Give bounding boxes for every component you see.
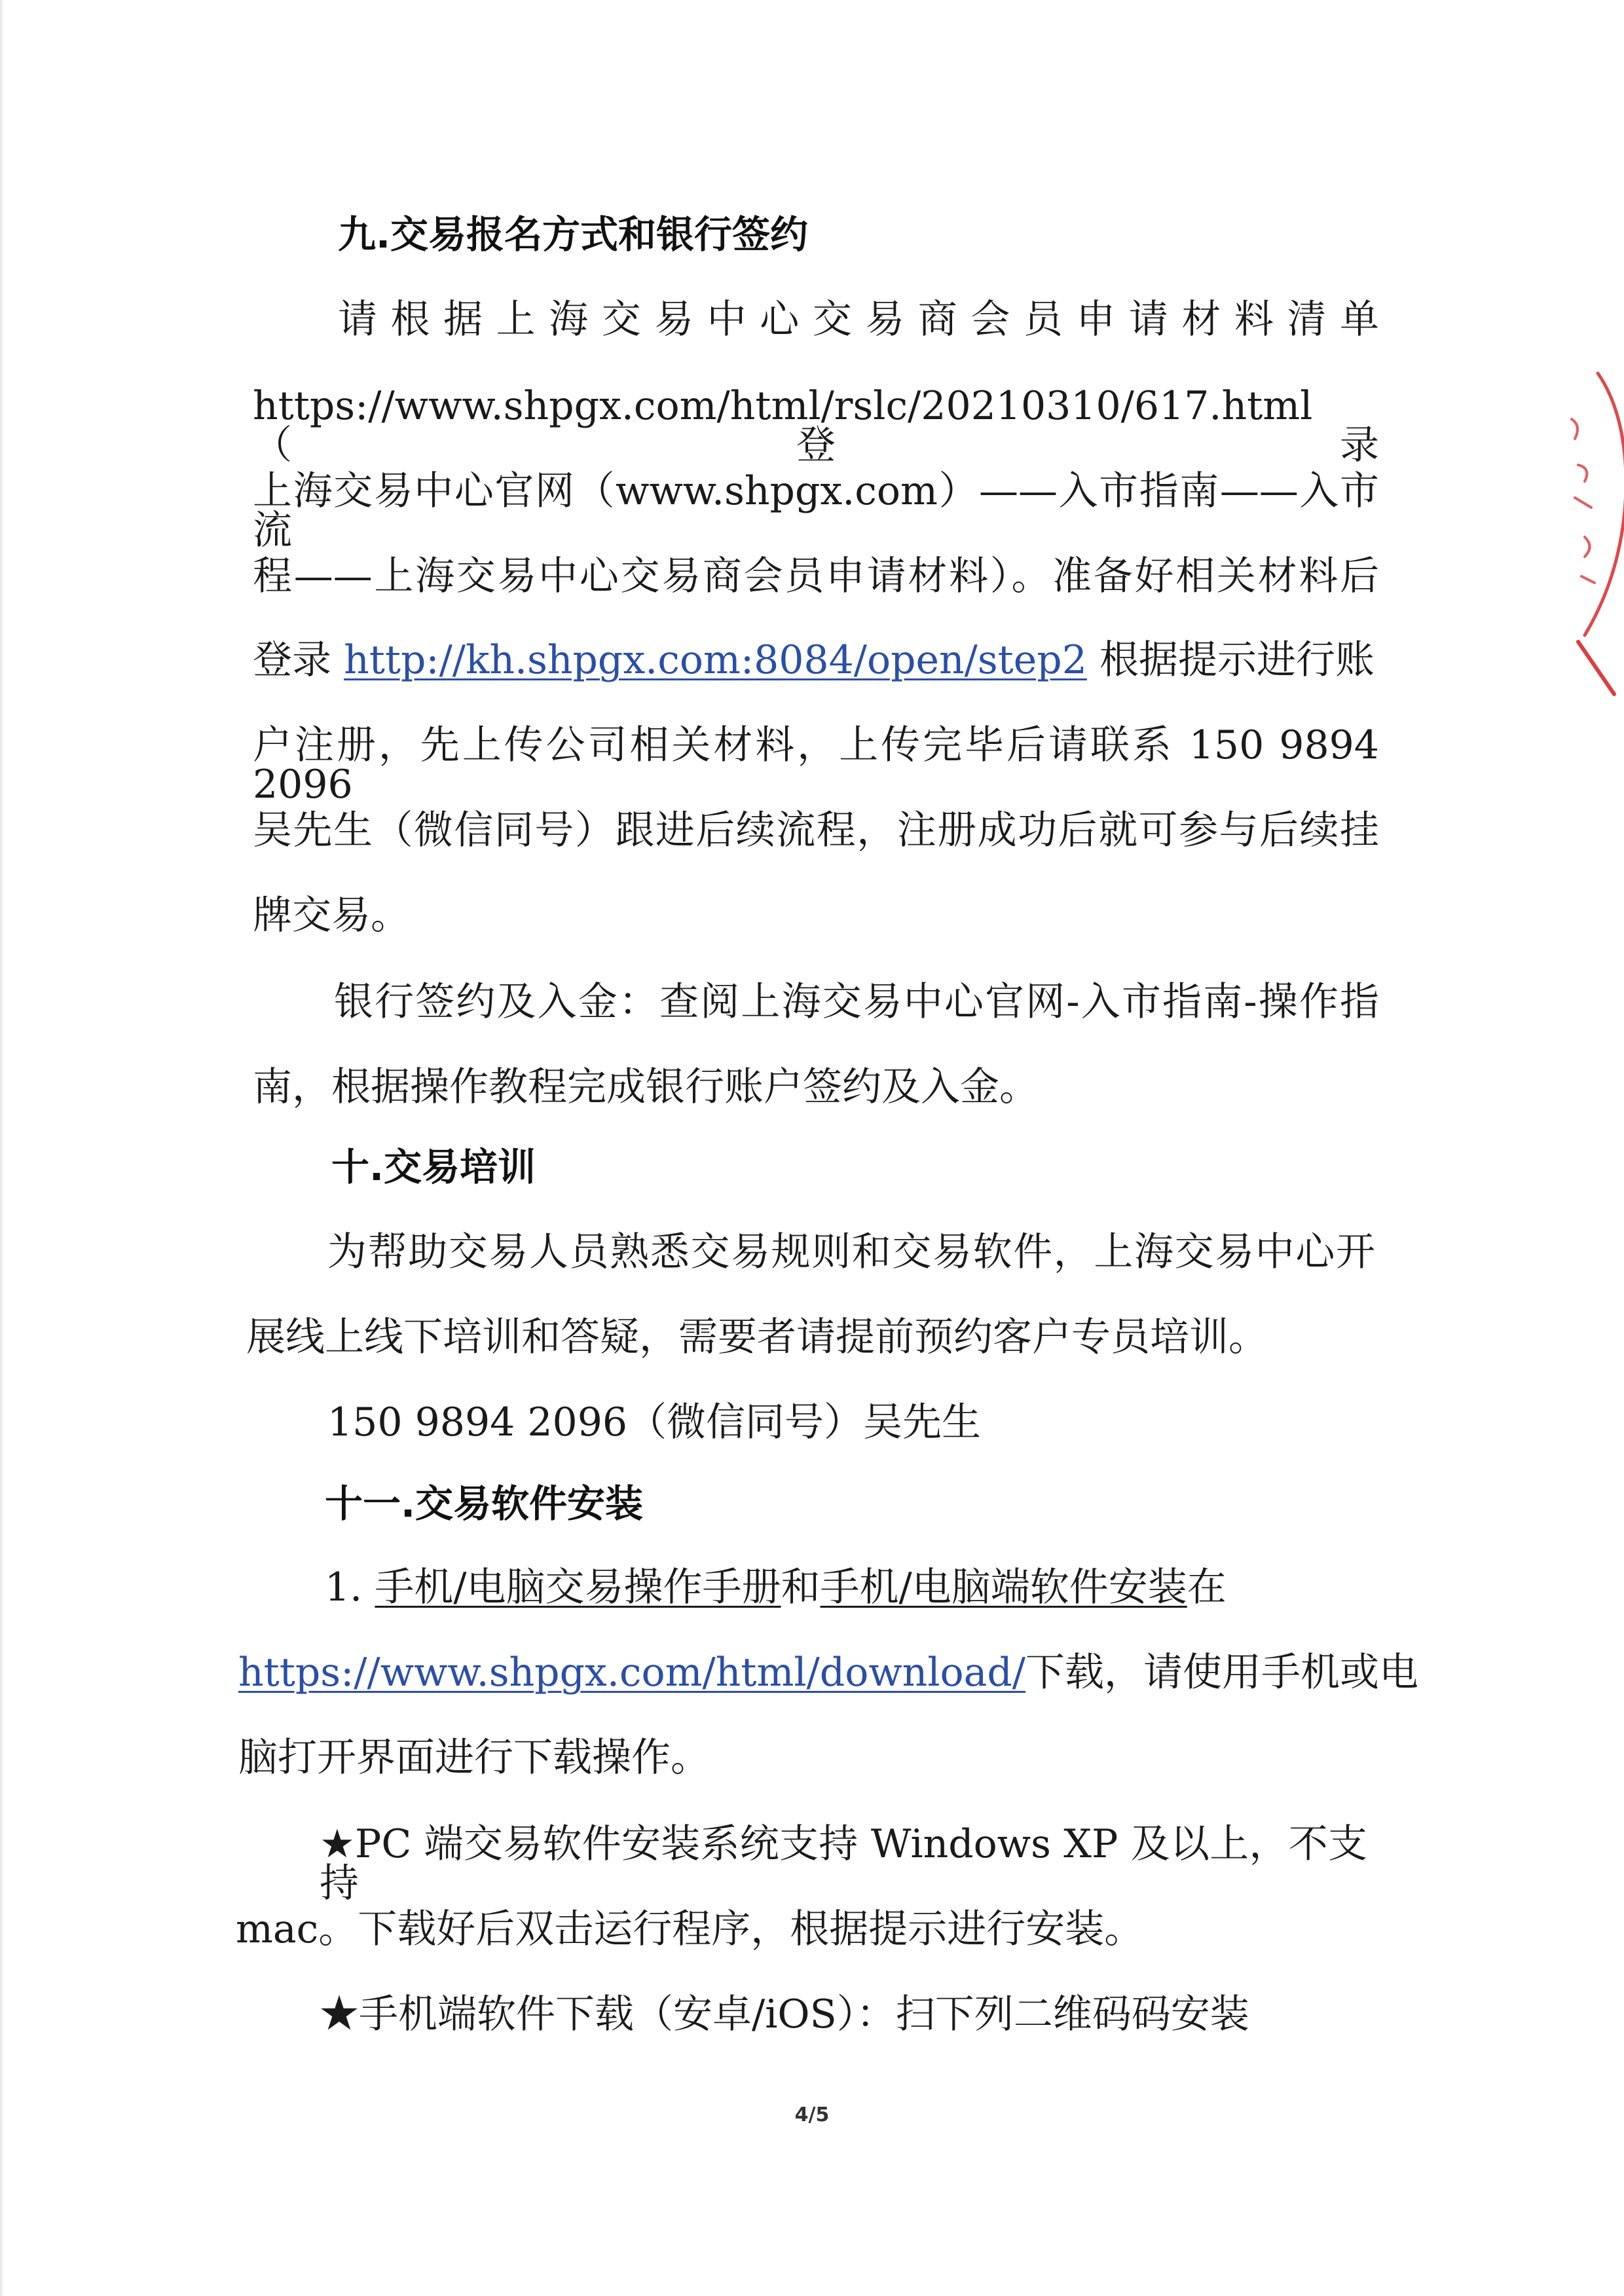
s11-pc-line-2: mac。下载好后双击运行程序，根据提示进行安装。 (236, 1906, 1144, 1952)
section-9-heading: 九.交易报名方式和银行签约 (338, 212, 809, 257)
software-install-link[interactable]: 手机/电脑端软件安装 (820, 1565, 1187, 1610)
s9-p1-line-6: 户注册，先上传公司相关材料，上传完毕后请联系 150 9894 2096 (253, 722, 1379, 807)
s9-p1-line-2: https://www.shpgx.com/html/rslc/20210310/617.html（登录 (253, 383, 1379, 468)
s9-p1-line-4: 程——上海交易中心交易商会员申请材料）。准备好相关材料后 (253, 553, 1379, 599)
s11-pc-line-1: ★PC 端交易软件安装系统支持 Windows XP 及以上，不支持 (320, 1821, 1367, 1906)
s11-mobile-line: ★手机端软件下载（安卓/iOS）：扫下列二维码码安装 (320, 1991, 1249, 2037)
trading-manual-link[interactable]: 手机/电脑交易操作手册 (375, 1565, 781, 1610)
login-text: 登录 (253, 637, 344, 683)
scan-edge (0, 0, 4, 2296)
s10-p1-line-2: 展线上线下培训和答疑，需要者请提前预约客户专员培训。 (246, 1314, 1268, 1360)
s9-p1-line-5 (253, 637, 1379, 683)
download-link[interactable]: https://www.shpgx.com/html/download/ (238, 1650, 1026, 1695)
s9-p2-line-1: 银行签约及入金：查阅上海交易中心官网-入市指南-操作指 (334, 979, 1379, 1025)
s9-p1-line-7: 吴先生（微信同号）跟进后续流程，注册成功后就可参与后续挂 (253, 807, 1379, 853)
page-number: 4/5 (794, 2103, 830, 2126)
at-text: 在 (1187, 1565, 1227, 1610)
s11-item-1-line-3: 脑打开界面进行下载操作。 (238, 1735, 710, 1781)
s9-p2-line-2: 南，根据操作教程完成银行账户签约及入金。 (253, 1064, 1039, 1110)
s9-p1-line-1: 请根据上海交易中心交易商会员申请材料清单 (338, 297, 1379, 343)
s10-contact: 150 9894 2096（微信同号）吴先生 (327, 1399, 982, 1445)
red-seal-stamp (1559, 367, 1624, 707)
registration-link[interactable]: http://kh.shpgx.com:8084/open/step2 (344, 637, 1087, 683)
s11-item-1-line-1 (325, 1565, 1227, 1610)
s11-item-1-line-2 (238, 1650, 1419, 1695)
s9-p1-line-8: 牌交易。 (253, 893, 410, 938)
register-instruction: 根据提示进行账 (1086, 637, 1375, 683)
item-number: 1. (325, 1565, 375, 1610)
section-10-heading: 十.交易培训 (331, 1145, 536, 1189)
s9-p1-line-3: 上海交易中心官网（www.shpgx.com）——入市指南——入市流 (253, 468, 1379, 553)
and-text: 和 (781, 1565, 821, 1610)
s10-p1-line-1: 为帮助交易人员熟悉交易规则和交易软件，上海交易中心开 (327, 1229, 1375, 1275)
section-11-heading: 十一.交易软件安装 (325, 1481, 644, 1526)
download-instruction: 下载，请使用手机或电 (1025, 1650, 1419, 1695)
